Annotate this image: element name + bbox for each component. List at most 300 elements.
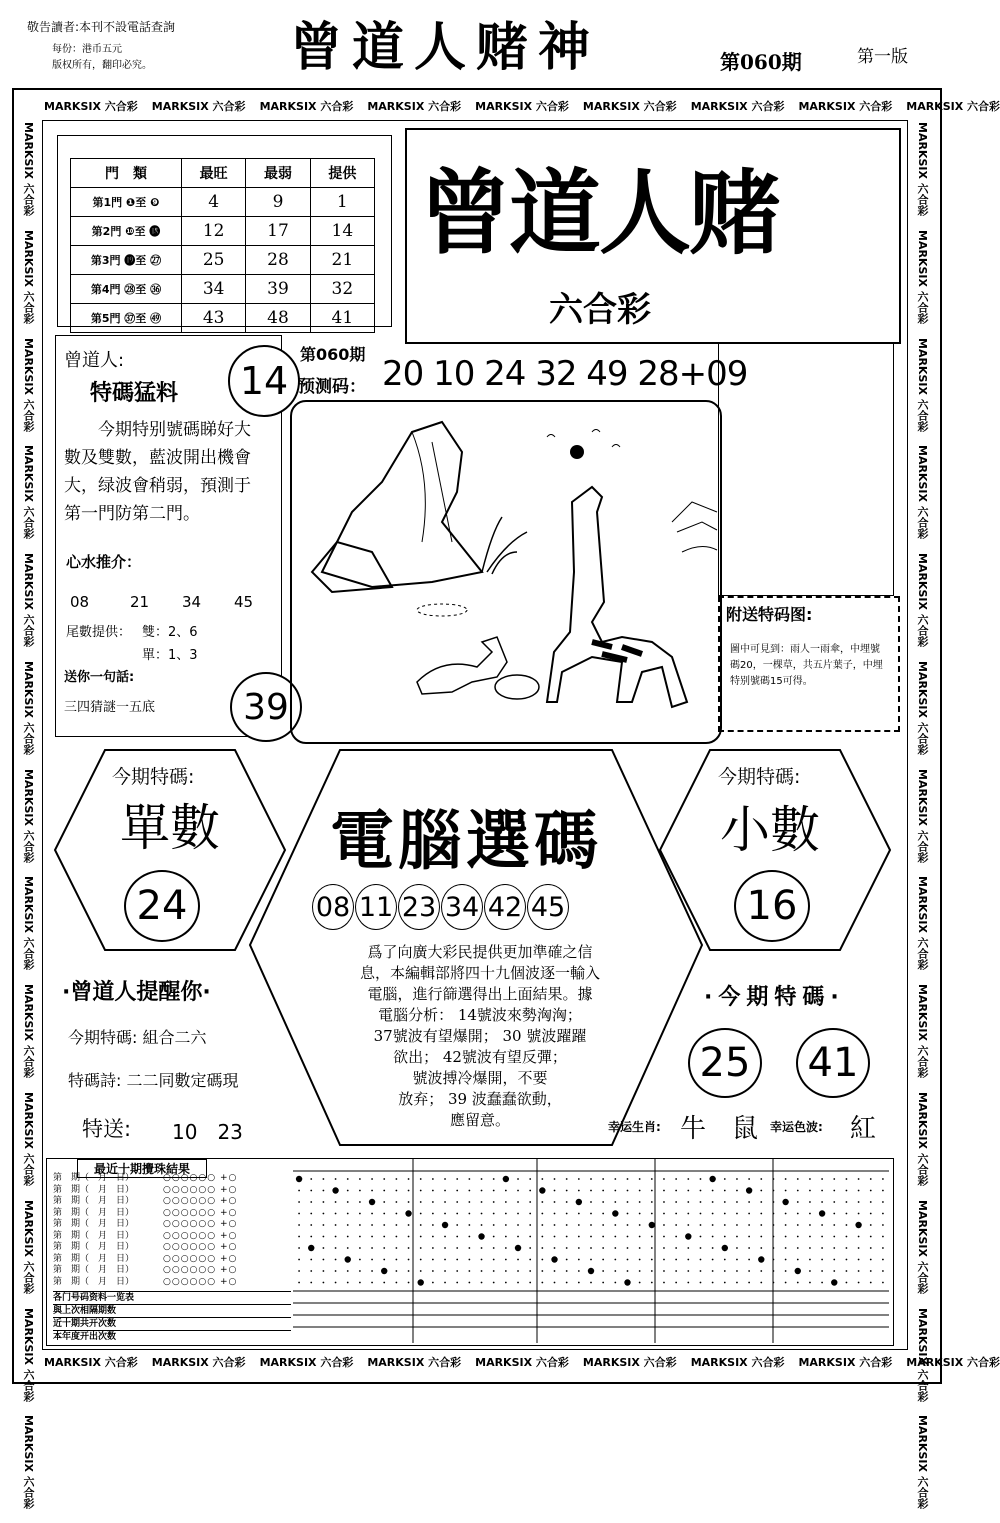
history-dot: [627, 1259, 629, 1261]
history-dot: [408, 1201, 410, 1203]
history-dot: [541, 1259, 543, 1261]
door-header-category: 門 類: [71, 159, 182, 188]
riddle-illustration: [290, 400, 722, 744]
history-dot: [493, 1259, 495, 1261]
history-ball-slots: ○○○○○○ +○: [163, 1196, 238, 1206]
history-dot: [381, 1268, 387, 1274]
history-dot: [760, 1224, 762, 1226]
history-dot: [566, 1213, 568, 1215]
history-dot: [687, 1190, 689, 1192]
history-dot: [651, 1270, 653, 1272]
history-dot: [456, 1282, 458, 1284]
history-dot: [541, 1282, 543, 1284]
history-dot: [736, 1259, 738, 1261]
history-dot: [395, 1201, 397, 1203]
history-dot: [456, 1259, 458, 1261]
history-dot: [541, 1270, 543, 1272]
free-picture-note-box: [718, 596, 900, 732]
history-dot: [347, 1201, 349, 1203]
history-dot: [541, 1224, 543, 1226]
hex-right-label: 今期特碼:: [718, 766, 801, 788]
table-row: [71, 188, 375, 217]
history-dot: [576, 1199, 582, 1205]
history-dot: [541, 1201, 543, 1203]
history-dot: [712, 1213, 714, 1215]
door-max: 25: [182, 246, 246, 275]
history-dot: [602, 1224, 604, 1226]
border-logo-text: MARKSIX 六合彩: [22, 1415, 35, 1510]
history-dot: [687, 1178, 689, 1180]
history-dot: [554, 1213, 556, 1215]
history-dot: [298, 1247, 300, 1249]
border-logo-text: MARKSIX 六合彩: [798, 100, 893, 113]
history-dot: [687, 1213, 689, 1215]
door-max: 43: [182, 304, 246, 333]
history-dot: [529, 1213, 531, 1215]
history-dot: [846, 1236, 848, 1238]
history-footer-row: 各门号码资料一览表: [53, 1291, 291, 1304]
history-dot: [736, 1236, 738, 1238]
history-dot: [420, 1213, 422, 1215]
history-dot: [298, 1259, 300, 1261]
header: [0, 0, 949, 84]
history-dot: [481, 1247, 483, 1249]
history-dot: [748, 1282, 750, 1284]
history-dot: [383, 1213, 385, 1215]
tail-single: 單：1、3: [142, 648, 198, 663]
border-logo-text: MARKSIX 六合彩: [151, 1356, 246, 1369]
history-dot: [468, 1270, 470, 1272]
history-dot: [846, 1190, 848, 1192]
history-dot: [371, 1178, 373, 1180]
border-logo-text: MARKSIX 六合彩: [916, 1199, 929, 1294]
border-logo-text: MARKSIX 六合彩: [22, 337, 35, 432]
reminder-line1: 今期特碼: 組合二六: [68, 1028, 207, 1047]
history-dot: [456, 1247, 458, 1249]
history-dot: [566, 1259, 568, 1261]
history-dot: [760, 1247, 762, 1249]
history-dot: [347, 1224, 349, 1226]
door-header-max: 最旺: [182, 159, 246, 188]
history-dot: [821, 1201, 823, 1203]
history-dot: [831, 1279, 837, 1285]
history-dot: [700, 1178, 702, 1180]
history-dot: [687, 1270, 689, 1272]
history-dot: [663, 1201, 665, 1203]
history-dot: [395, 1259, 397, 1261]
history-dot: [700, 1282, 702, 1284]
history-dot: [833, 1224, 835, 1226]
history-row-label: 第 期（ 月 日）: [53, 1196, 135, 1206]
history-dot: [395, 1178, 397, 1180]
side-box-heading: 附送特码图:: [726, 605, 813, 624]
forecast-body: 今期特别號碼睇好大數及雙數，藍波開出機會大，绿波會稍弱，預測于第一門防第二門。: [64, 420, 251, 524]
history-dot: [870, 1178, 872, 1180]
history-dot: [736, 1190, 738, 1192]
history-dot: [760, 1282, 762, 1284]
history-dot: [758, 1256, 764, 1262]
history-dot: [821, 1270, 823, 1272]
history-dot: [700, 1190, 702, 1192]
history-dot: [627, 1224, 629, 1226]
history-dot: [395, 1270, 397, 1272]
history-dot: [493, 1190, 495, 1192]
computer-pick: 11: [355, 884, 397, 930]
history-dot: [760, 1270, 762, 1272]
history-dot: [541, 1213, 543, 1215]
history-dot: [614, 1224, 616, 1226]
history-dot: [687, 1201, 689, 1203]
history-dot: [700, 1224, 702, 1226]
hex-right-number: 16: [734, 870, 810, 942]
history-dot: [675, 1224, 677, 1226]
history-dot: [332, 1187, 338, 1193]
border-logo-text: MARKSIX 六合彩: [916, 876, 929, 971]
history-dot: [408, 1224, 410, 1226]
gift-label: 特送:: [82, 1117, 132, 1141]
saying-label: 送你一句話:: [64, 670, 135, 685]
history-dot: [554, 1236, 556, 1238]
analysis-line: 號波搏冷爆開，不要: [412, 1069, 548, 1087]
history-dot: [712, 1224, 714, 1226]
computer-pick: 08: [312, 884, 354, 930]
computer-title: 電腦選碼: [330, 805, 602, 879]
door-offer: 41: [310, 304, 374, 333]
history-dot: [359, 1224, 361, 1226]
computer-pick-list: [312, 884, 570, 930]
border-logo-text: MARKSIX 六合彩: [916, 445, 929, 540]
history-dot: [590, 1178, 592, 1180]
history-dot: [675, 1201, 677, 1203]
history-dot: [785, 1270, 787, 1272]
history-dot: [663, 1247, 665, 1249]
illustration-drawing: [292, 402, 720, 742]
history-dot: [760, 1190, 762, 1192]
history-dot: [675, 1213, 677, 1215]
top-border-band: [44, 98, 1000, 114]
image-placeholder-box: [718, 342, 894, 596]
history-dot: [809, 1224, 811, 1226]
history-dot: [627, 1178, 629, 1180]
history-dot: [882, 1201, 884, 1203]
prediction-issue: 第060期: [300, 345, 366, 364]
history-dot: [627, 1236, 629, 1238]
history-dot: [736, 1224, 738, 1226]
history-dot: [639, 1236, 641, 1238]
history-dot: [870, 1236, 872, 1238]
history-dot: [797, 1201, 799, 1203]
history-dot: [651, 1247, 653, 1249]
history-dot: [554, 1201, 556, 1203]
history-row-label: 第 期（ 月 日）: [53, 1230, 135, 1241]
history-dot: [420, 1178, 422, 1180]
history-dot: [870, 1224, 872, 1226]
lucky-zodiac: 牛 鼠: [680, 1114, 759, 1144]
history-row-label: 第 期（ 月 日）: [53, 1253, 135, 1264]
history-dot: [505, 1282, 507, 1284]
door-max: 12: [182, 217, 246, 246]
table-row: [71, 304, 375, 333]
history-dot: [882, 1282, 884, 1284]
history-dot: [700, 1213, 702, 1215]
history-row-label: 第 期（ 月 日）: [53, 1276, 135, 1287]
history-dot: [651, 1282, 653, 1284]
history-dot: [602, 1201, 604, 1203]
history-dot: [639, 1190, 641, 1192]
history-dot: [383, 1282, 385, 1284]
history-dot: [505, 1190, 507, 1192]
history-dot: [724, 1213, 726, 1215]
history-dot: [748, 1201, 750, 1203]
history-dot: [663, 1213, 665, 1215]
history-dot: [736, 1178, 738, 1180]
history-dot: [882, 1270, 884, 1272]
history-dot: [444, 1178, 446, 1180]
history-dot: [383, 1224, 385, 1226]
door-offer: 21: [310, 246, 374, 275]
history-dot: [444, 1213, 446, 1215]
history-footer-row: 近十期共开次数: [53, 1317, 291, 1330]
history-dot: [846, 1224, 848, 1226]
history-dot: [748, 1270, 750, 1272]
history-dot: [858, 1270, 860, 1272]
history-dot: [323, 1236, 325, 1238]
bullet-icon: ·: [704, 985, 719, 1010]
border-logo-text: MARKSIX 六合彩: [22, 445, 35, 540]
history-dot: [602, 1178, 604, 1180]
history-dot: [627, 1201, 629, 1203]
history-dot: [517, 1259, 519, 1261]
history-dot: [809, 1247, 811, 1249]
history-dot: [517, 1213, 519, 1215]
analysis-line: 電腦，進行篩選得出上面結果。據: [367, 985, 593, 1003]
history-dot: [468, 1247, 470, 1249]
border-logo-text: MARKSIX 六合彩: [367, 1356, 462, 1369]
border-logo-text: MARKSIX 六合彩: [582, 100, 677, 113]
history-dot: [444, 1236, 446, 1238]
history-dot: [785, 1190, 787, 1192]
heart-number: 45: [234, 593, 254, 611]
history-dot: [505, 1213, 507, 1215]
history-dot: [444, 1282, 446, 1284]
circle-number-14: 14: [228, 345, 300, 417]
bullet-icon: ·: [830, 985, 845, 1010]
history-dot: [335, 1201, 337, 1203]
big-logo-title: 曾道人赌: [419, 160, 780, 267]
history-dot: [310, 1236, 312, 1238]
border-logo-text: MARKSIX 六合彩: [798, 1356, 893, 1369]
history-dot: [408, 1190, 410, 1192]
history-dot: [760, 1213, 762, 1215]
history-dot: [566, 1190, 568, 1192]
border-logo-text: MARKSIX 六合彩: [22, 876, 35, 971]
history-dot: [785, 1224, 787, 1226]
history-dot: [432, 1259, 434, 1261]
history-dot: [335, 1270, 337, 1272]
history-dot: [481, 1270, 483, 1272]
history-dot: [456, 1224, 458, 1226]
history-dot: [785, 1236, 787, 1238]
history-dot: [359, 1259, 361, 1261]
history-dot: [418, 1279, 424, 1285]
border-logo-text: MARKSIX 六合彩: [916, 122, 929, 216]
hex-left-label: 今期特碼:: [112, 766, 195, 788]
history-dot: [444, 1259, 446, 1261]
history-dot: [432, 1247, 434, 1249]
history-dot: [639, 1213, 641, 1215]
history-dot: [310, 1282, 312, 1284]
history-dot: [785, 1213, 787, 1215]
hex-right-value: 小數: [720, 801, 820, 859]
history-dot: [335, 1178, 337, 1180]
history-dot: [614, 1178, 616, 1180]
history-dot: [578, 1190, 580, 1192]
history-dot: [709, 1176, 715, 1182]
history-dot: [481, 1282, 483, 1284]
border-logo-text: MARKSIX 六合彩: [22, 229, 35, 324]
border-logo-text: MARKSIX 六合彩: [44, 1356, 138, 1369]
history-ball-slots: ○○○○○○ +○: [163, 1253, 238, 1264]
reminder-heading-text: 曾道人提醒你: [70, 980, 203, 1005]
history-footer-row: 本年度开出次数: [53, 1330, 291, 1343]
history-dot: [712, 1236, 714, 1238]
history-dot: [614, 1190, 616, 1192]
history-dot: [298, 1282, 300, 1284]
history-dot: [870, 1213, 872, 1215]
history-dot: [846, 1201, 848, 1203]
history-dot: [614, 1201, 616, 1203]
special-number: 25: [688, 1028, 762, 1098]
history-dot: [590, 1247, 592, 1249]
history-dot: [627, 1247, 629, 1249]
history-dot: [335, 1236, 337, 1238]
history-dot: [515, 1245, 521, 1251]
history-dot: [503, 1176, 509, 1182]
history-dot: [493, 1201, 495, 1203]
history-dot: [347, 1270, 349, 1272]
door-row-label: 第2門 ❿至 ⓲: [71, 217, 182, 246]
history-dot: [371, 1190, 373, 1192]
history-ball-slots: ○○○○○○ +○: [163, 1230, 238, 1241]
border-logo-text: MARKSIX 六合彩: [22, 984, 35, 1079]
history-dot: [468, 1236, 470, 1238]
history-dot: [432, 1213, 434, 1215]
history-dot: [347, 1178, 349, 1180]
history-dot: [359, 1236, 361, 1238]
history-dot: [323, 1201, 325, 1203]
history-dot: [809, 1282, 811, 1284]
history-dot: [383, 1201, 385, 1203]
history-row: [53, 1242, 291, 1254]
history-dot: [517, 1282, 519, 1284]
history-dot: [371, 1259, 373, 1261]
history-dot: [468, 1213, 470, 1215]
prediction-numbers: 20 10 24 32 49 28+09: [382, 354, 748, 394]
history-dot: [614, 1259, 616, 1261]
history-dot: [748, 1259, 750, 1261]
history-dot: [797, 1213, 799, 1215]
history-dot: [554, 1224, 556, 1226]
history-dot: [529, 1236, 531, 1238]
history-dot: [809, 1259, 811, 1261]
history-dot: [809, 1190, 811, 1192]
history-dot: [821, 1247, 823, 1249]
history-dot: [700, 1259, 702, 1261]
history-dot: [627, 1270, 629, 1272]
history-dot: [797, 1259, 799, 1261]
history-dot: [566, 1270, 568, 1272]
history-dot: [554, 1247, 556, 1249]
bullet-icon: ·: [62, 980, 71, 1005]
history-dot: [517, 1224, 519, 1226]
history-dot: [432, 1178, 434, 1180]
history-dot: [517, 1190, 519, 1192]
history-dot: [651, 1236, 653, 1238]
door-table: [70, 158, 375, 333]
history-dot: [870, 1282, 872, 1284]
history-dot: [882, 1178, 884, 1180]
history-dot: [833, 1270, 835, 1272]
computer-pick: 45: [527, 884, 569, 930]
history-dot: [395, 1236, 397, 1238]
history-dot: [846, 1178, 848, 1180]
history-dot: [821, 1178, 823, 1180]
history-dot: [858, 1236, 860, 1238]
history-footer-row: 與上次相隔期数: [53, 1304, 291, 1317]
history-panel: [46, 1158, 894, 1346]
history-dot: [541, 1247, 543, 1249]
history-dot: [746, 1187, 752, 1193]
history-dot: [310, 1213, 312, 1215]
history-dot: [722, 1245, 728, 1251]
border-logo-text: MARKSIX 六合彩: [22, 660, 35, 755]
history-dot: [639, 1247, 641, 1249]
history-dot: [651, 1190, 653, 1192]
history-dot: [797, 1247, 799, 1249]
history-dot: [782, 1199, 788, 1205]
history-dot: [345, 1256, 351, 1262]
history-dot: [578, 1282, 580, 1284]
border-logo-text: MARKSIX 六合彩: [367, 100, 462, 113]
history-dot: [517, 1178, 519, 1180]
history-row-label: 第 期（ 月 日）: [53, 1184, 135, 1195]
history-row: [53, 1254, 291, 1266]
history-dot: [663, 1259, 665, 1261]
history-dot: [420, 1201, 422, 1203]
history-row-label: 第 期（ 月 日）: [53, 1242, 135, 1252]
history-dot: [675, 1247, 677, 1249]
history-dot: [505, 1224, 507, 1226]
history-dot: [700, 1247, 702, 1249]
history-dot: [651, 1201, 653, 1203]
history-dot: [882, 1213, 884, 1215]
author-label: 曾道人:: [64, 350, 125, 371]
history-dot: [541, 1236, 543, 1238]
history-dot: [602, 1259, 604, 1261]
history-dot: [614, 1270, 616, 1272]
history-dot: [614, 1236, 616, 1238]
history-dot: [590, 1213, 592, 1215]
history-dot: [675, 1282, 677, 1284]
door-min: 28: [246, 246, 310, 275]
history-dot: [649, 1222, 655, 1228]
heart-number: 34: [182, 593, 202, 611]
history-dot: [383, 1178, 385, 1180]
history-dot: [687, 1282, 689, 1284]
border-logo-text: MARKSIX 六合彩: [916, 768, 929, 863]
door-offer: 14: [310, 217, 374, 246]
history-dot: [359, 1247, 361, 1249]
